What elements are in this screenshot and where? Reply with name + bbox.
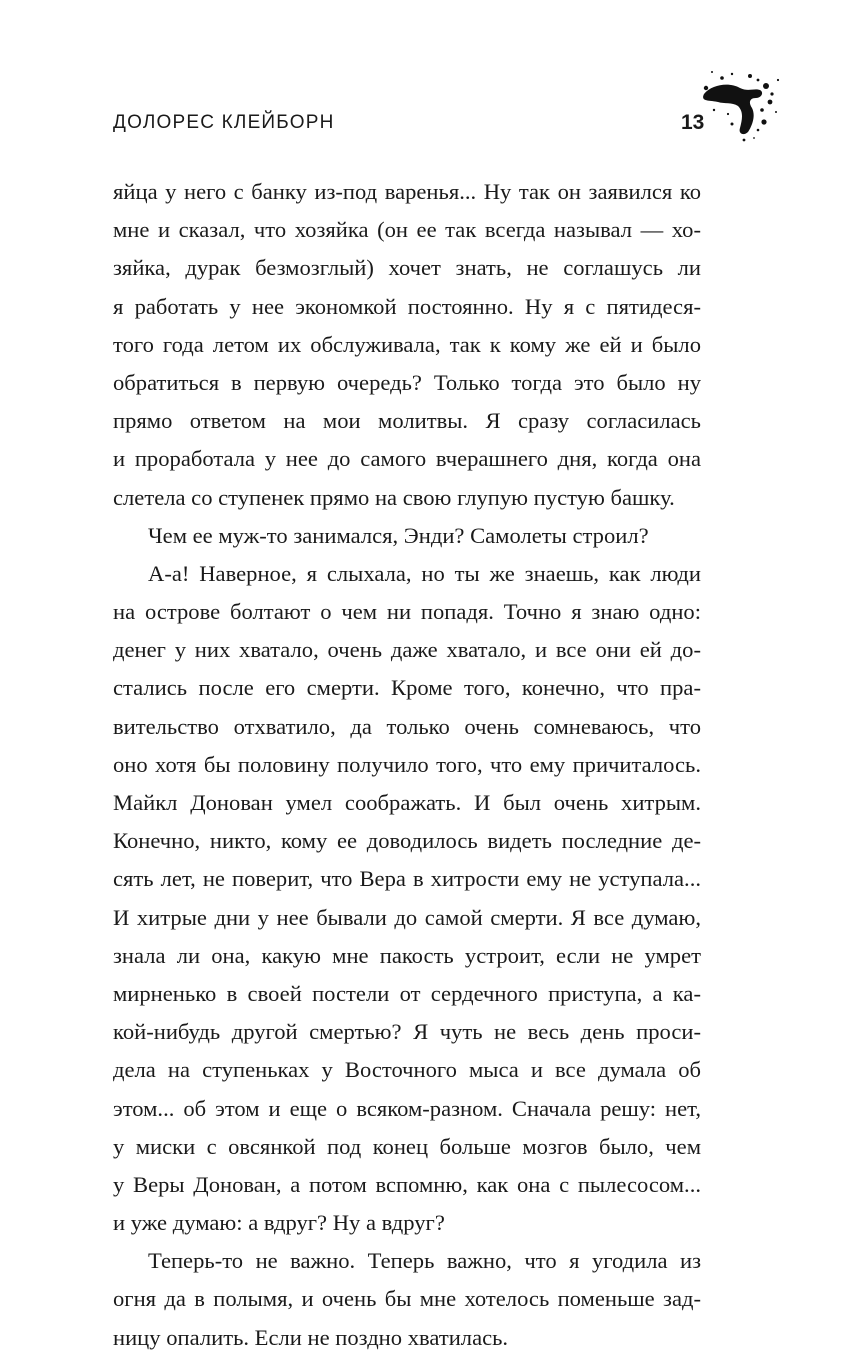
text-line: яйца у него с банку из-под варенья... Ну так он заявился ко	[113, 179, 701, 204]
text-line: вительство отхватило, да только очень сомневаюсь, что	[113, 713, 701, 739]
paragraph	[113, 173, 701, 517]
paragraph	[113, 517, 701, 555]
text-line: на острове болтают о чем ни попадя. Точно я знаю одно:	[113, 599, 701, 625]
running-head: ДОЛОРЕС КЛЕЙБОРН	[113, 112, 335, 133]
page-number: 13	[681, 111, 705, 134]
text-line: этом... об этом и еще о всяком-разном. Сначала решу: нет,	[113, 1095, 701, 1121]
text-line: мне и сказал, что хозяйка (он ее так всегда называл — хо-	[113, 217, 701, 243]
body-text	[113, 173, 701, 1357]
text-line: сять лет, не поверит, что Вера в хитрости ему не уступала...	[113, 866, 701, 892]
text-line: и уже думаю: а вдруг? Ну а вдруг?	[113, 1210, 445, 1236]
text-line: стались после его смерти. Кроме того, конечно, что пра-	[113, 675, 701, 701]
text-line: денег у них хватало, очень даже хватало, и все они ей до-	[113, 637, 701, 663]
text-line: обратиться в первую очередь? Только тогда это было ну	[113, 369, 701, 395]
text-line: огня да в полымя, и очень бы мне хотелось поменьше зад-	[113, 1286, 701, 1312]
ink-splatter-decoration	[692, 66, 792, 146]
text-line: А-а! Наверное, я слыхала, но ты же знаешь, как люди	[148, 560, 701, 586]
text-line: оно хотя бы половину получило того, что ему причиталось.	[113, 751, 701, 777]
text-line: зяйка, дурак безмозглый) хочет знать, не соглашусь ли	[113, 255, 701, 281]
text-line: я работать у нее экономкой постоянно. Ну я с пятидеся-	[113, 293, 701, 319]
text-line: знала ли она, какую мне пакость устроит, если не умрет	[113, 942, 701, 968]
text-line: слетела со ступенек прямо на свою глупую пустую башку.	[113, 484, 675, 510]
paragraph	[113, 1242, 701, 1357]
text-line: у Веры Донован, а потом вспомню, как она с пылесосом...	[113, 1171, 701, 1197]
text-line: Чем ее муж-то занимался, Энди? Самолеты строил?	[148, 522, 649, 548]
paragraph	[113, 555, 701, 1242]
text-line: у миски с овсянкой под конец больше мозгов было, чем	[113, 1133, 701, 1159]
text-line: Теперь-то не важно. Теперь важно, что я угодила из	[148, 1248, 701, 1274]
text-line: Конечно, никто, кому ее доводилось видеть последние де-	[113, 828, 701, 854]
text-line: дела на ступеньках у Восточного мыса и все думала об	[113, 1057, 701, 1083]
text-line: прямо ответом на мои молитвы. Я сразу согласилась	[113, 408, 701, 434]
text-line: кой-нибудь другой смертью? Я чуть не весь день проси-	[113, 1019, 701, 1045]
text-line: И хитрые дни у нее бывали до самой смерти. Я все думаю,	[113, 904, 701, 930]
text-line: того года летом их обслуживала, так к кому же ей и было	[113, 331, 701, 357]
text-line: мирненько в своей постели от сердечного приступа, а ка-	[113, 980, 701, 1006]
text-line: и проработала у нее до самого вчерашнего дня, когда она	[113, 446, 701, 472]
text-line: ницу опалить. Если не поздно хватилась.	[113, 1324, 509, 1350]
text-line: Майкл Донован умел соображать. И был очень хитрым.	[113, 790, 701, 815]
